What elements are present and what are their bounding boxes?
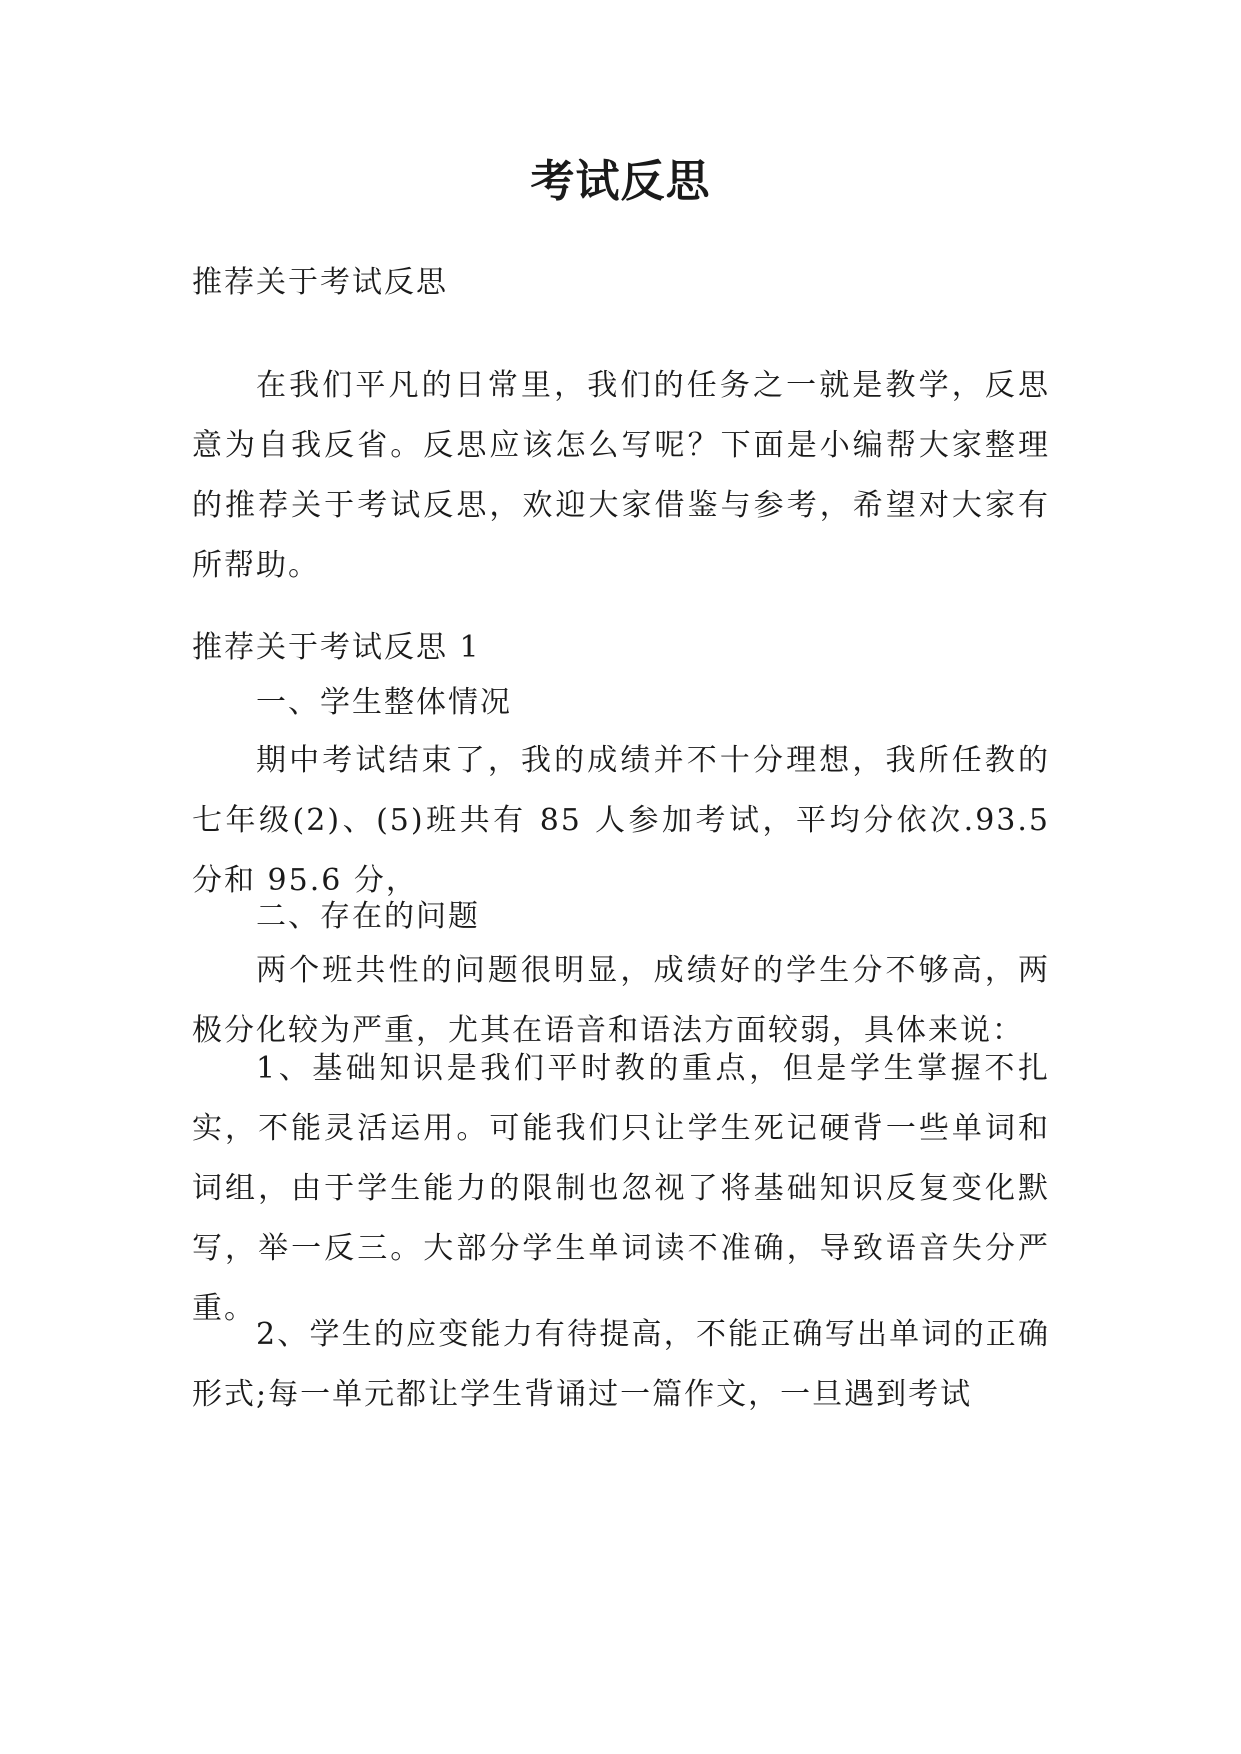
document-title: 考试反思	[530, 156, 711, 207]
heading-overall-situation: 一、学生整体情况	[256, 685, 512, 720]
intro-paragraph: 在我们平凡的日常里，我们的任务之一就是教学，反思意为自我反省。反思应该怎么写呢？下面是小编帮大家整理的推荐关于考试反思，欢迎大家借鉴与参考，希望对大家有所帮助。	[192, 368, 1050, 583]
paragraph-common-problems: 两个班共性的问题很明显，成绩好的学生分不够高，两极分化较为严重，尤其在语音和语法方面较弱，具体来说：	[192, 953, 1050, 1048]
paragraph-point-2: 2、学生的应变能力有待提高，不能正确写出单词的正确形式;每一单元都让学生背诵过一篇作文，一旦遇到考试	[192, 1317, 1050, 1412]
heading-existing-problems: 二、存在的问题	[256, 899, 480, 934]
document-subtitle: 推荐关于考试反思	[192, 265, 448, 300]
section-title: 推荐关于考试反思 1	[192, 630, 481, 665]
paragraph-exam-results: 期中考试结束了，我的成绩并不十分理想，我所任教的七年级(2)、(5)班共有 85 人参加考试，平均分依次.93.5 分和 95.6 分，	[192, 743, 1050, 898]
paragraph-point-1: 1、基础知识是我们平时教的重点，但是学生掌握不扎实，不能灵活运用。可能我们只让学生死记硬背一些单词和词组，由于学生能力的限制也忽视了将基础知识反复变化默写，举一反三。大部分学生单词读不准确，导致语音失分严重。	[192, 1051, 1050, 1326]
